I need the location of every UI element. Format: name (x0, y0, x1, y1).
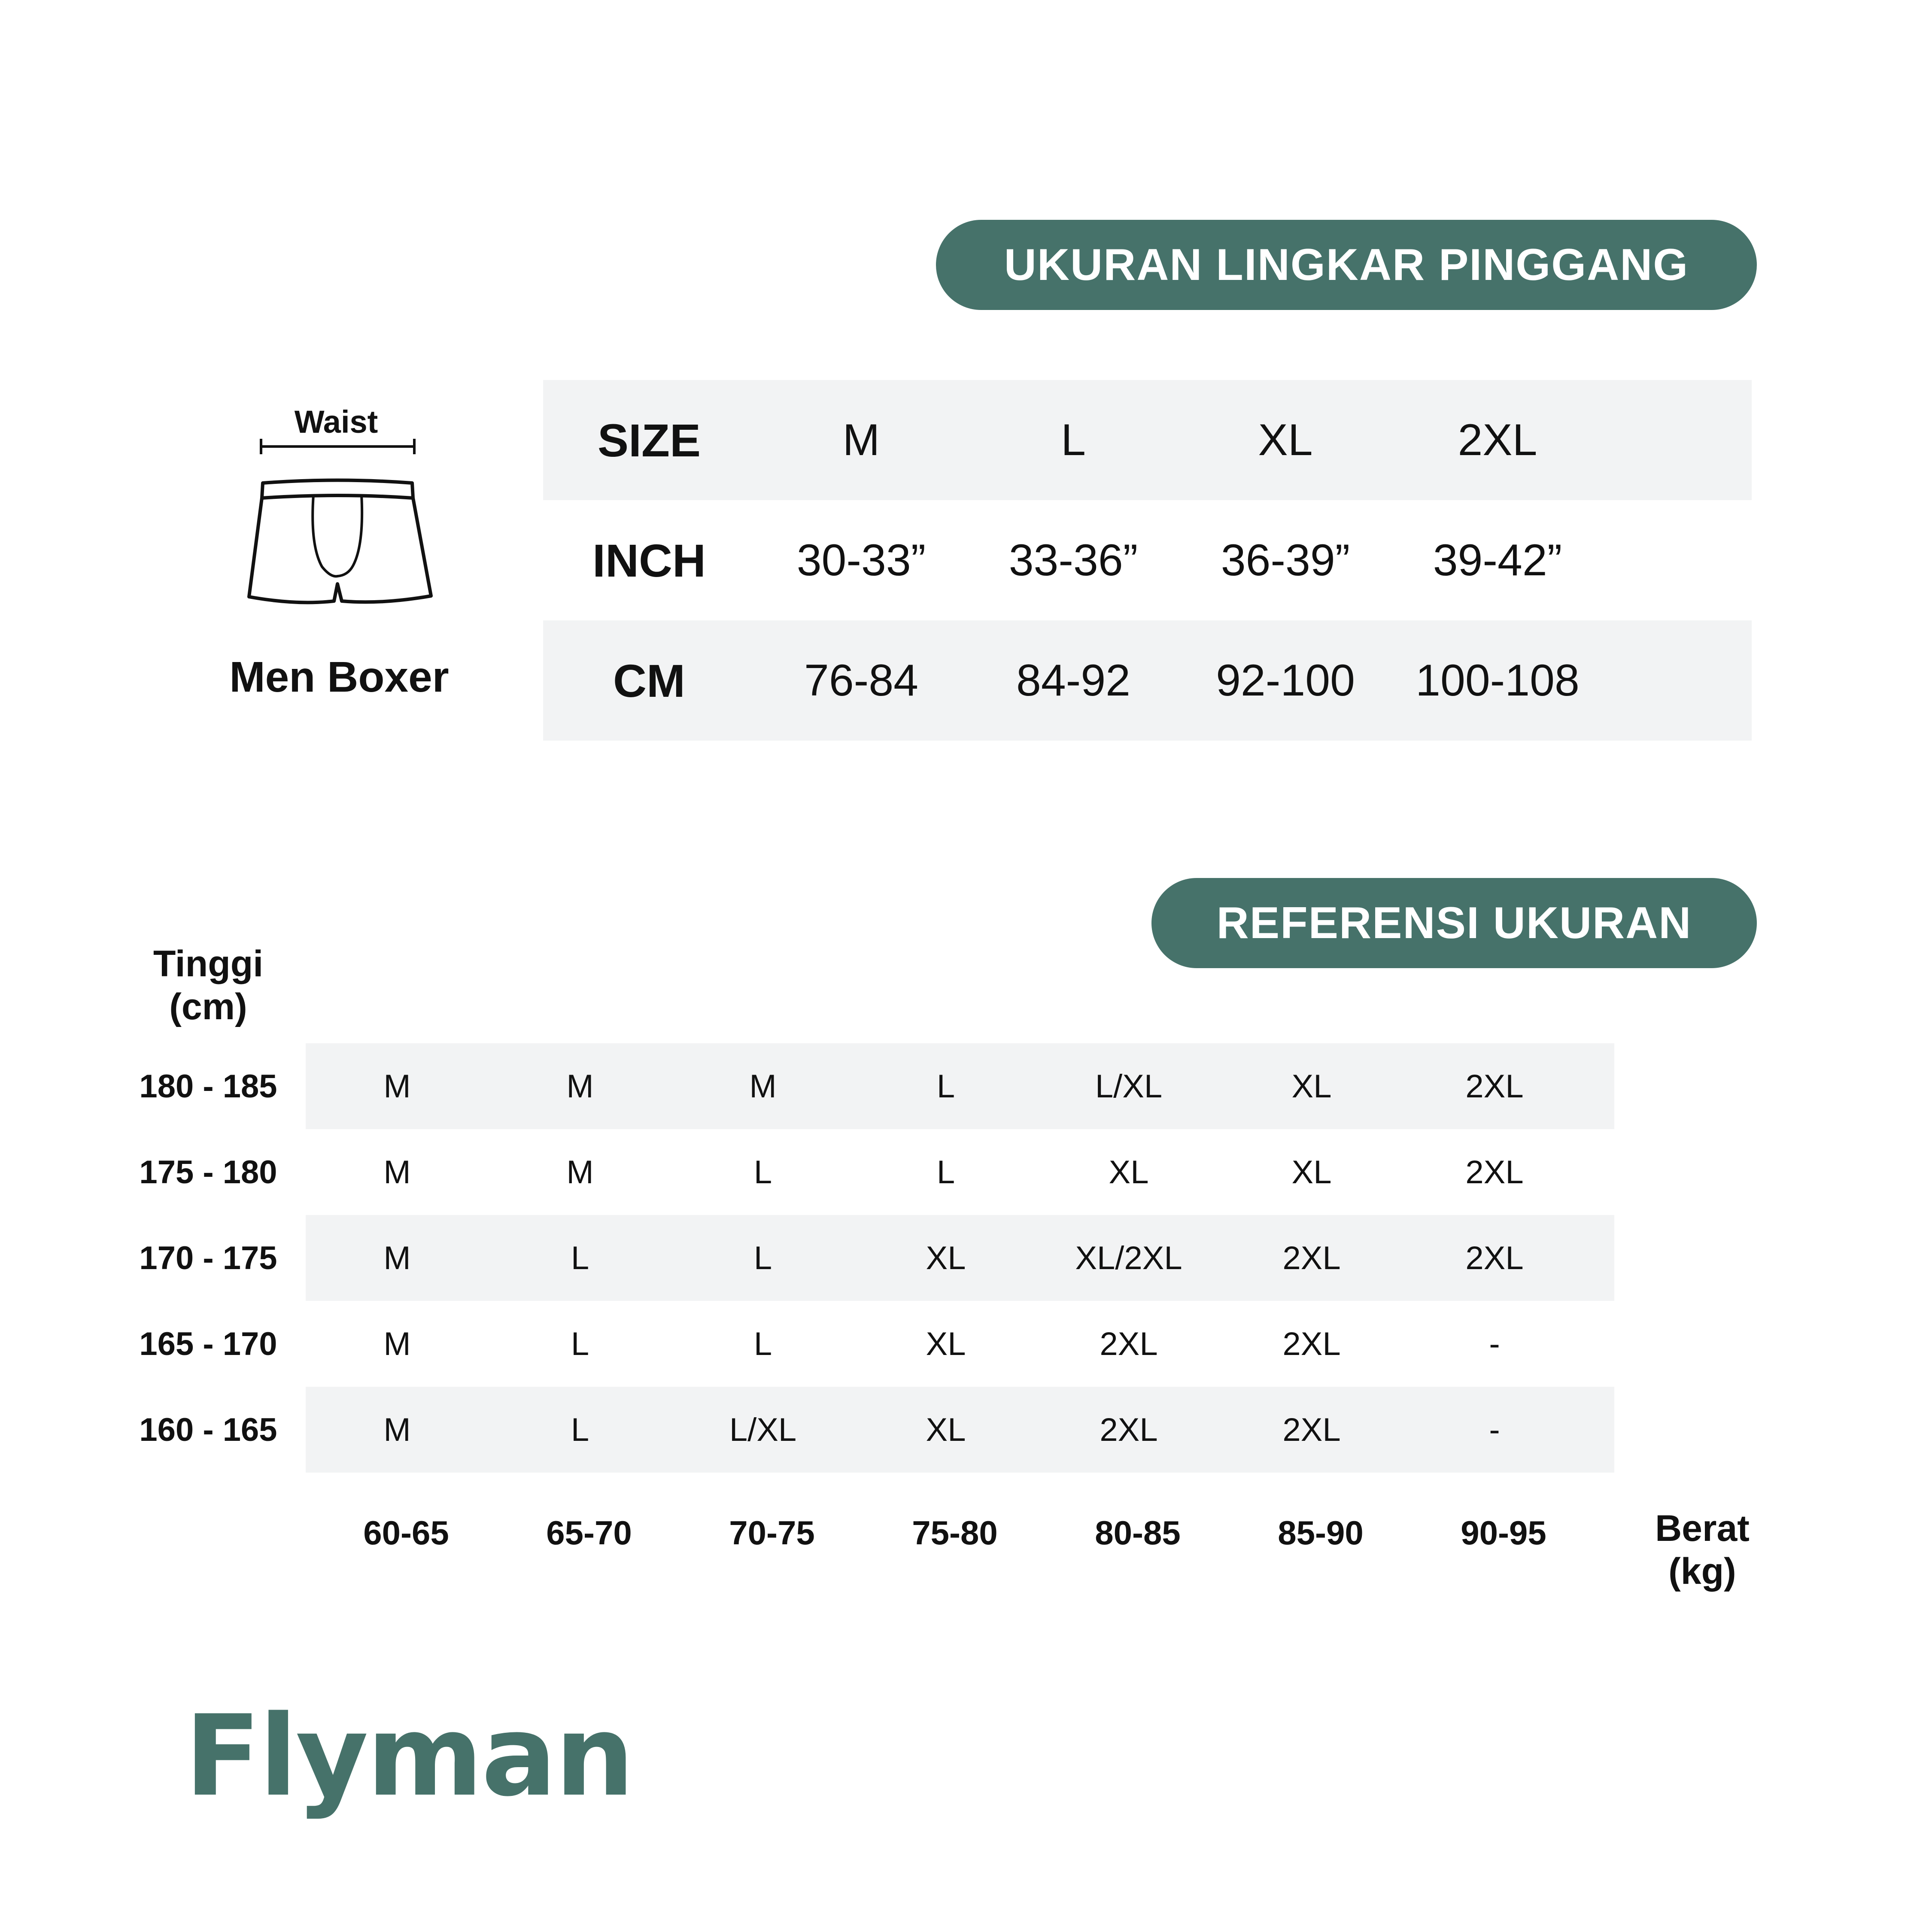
waist-table-row-inch (543, 500, 1752, 620)
size-cell: 2XL (1282, 1325, 1341, 1362)
waist-size-title: UKURAN LINGKAR PINGGANG (936, 220, 1757, 310)
size-cell: M (383, 1325, 411, 1362)
table-cell: 33-36” (1009, 535, 1138, 585)
size-cell: L (753, 1154, 772, 1191)
size-cell: XL (1291, 1068, 1332, 1105)
size-cell: L (571, 1325, 589, 1362)
table-cell: 76-84 (804, 655, 918, 705)
table-cell: 36-39” (1221, 535, 1350, 585)
size-cell: L (753, 1239, 772, 1276)
size-cell: 2XL (1282, 1239, 1341, 1276)
size-cell: L (571, 1239, 589, 1276)
waist-label: Waist (294, 404, 378, 440)
reference-title: REFERENSI UKURAN (1151, 878, 1757, 968)
height-label-line1: Tinggi (153, 943, 264, 984)
size-cell: M (749, 1068, 777, 1105)
size-cell: M (566, 1068, 594, 1105)
table-cell: XL (1258, 415, 1313, 465)
waist-table-row-size (543, 380, 1752, 500)
brand-logo: Flyman (185, 1692, 633, 1821)
boxer-outline-icon (240, 404, 438, 610)
table-row (306, 1387, 1614, 1473)
size-cell: 2XL (1282, 1411, 1341, 1448)
height-label-line2: (cm) (169, 986, 247, 1027)
weight-label-line1: Berat (1655, 1508, 1750, 1549)
size-cell: - (1489, 1411, 1500, 1448)
weight-range: 80-85 (1095, 1513, 1181, 1552)
table-cell: 84-92 (1016, 655, 1130, 705)
size-cell: M (566, 1154, 594, 1191)
row-label: SIZE (597, 414, 701, 466)
size-cell: XL (1109, 1154, 1149, 1191)
size-cell: XL (926, 1239, 966, 1276)
size-cell: - (1489, 1325, 1500, 1362)
weight-axis-label (1631, 1507, 1773, 1593)
size-cell: L (936, 1154, 955, 1191)
size-cell: XL/2XL (1075, 1239, 1182, 1276)
table-row (306, 1129, 1614, 1215)
size-cell: XL (926, 1411, 966, 1448)
size-cell: 2XL (1465, 1068, 1524, 1105)
weight-range: 70-75 (729, 1513, 815, 1552)
size-cell: XL (1291, 1154, 1332, 1191)
height-range: 170 - 175 (139, 1239, 277, 1276)
row-label: INCH (592, 534, 706, 586)
size-cell: 2XL (1100, 1411, 1158, 1448)
table-cell: 100-108 (1416, 655, 1580, 705)
size-cell: M (383, 1239, 411, 1276)
size-cell: M (383, 1154, 411, 1191)
size-cell: L (571, 1411, 589, 1448)
weight-range: 85-90 (1278, 1513, 1364, 1552)
weight-label-line2: (kg) (1668, 1551, 1736, 1592)
height-range: 175 - 180 (139, 1154, 277, 1191)
figure-caption: Men Boxer (229, 653, 449, 701)
weight-range: 90-95 (1461, 1513, 1546, 1552)
waist-table-row-cm (543, 620, 1752, 741)
table-row (306, 1301, 1614, 1387)
weight-range: 75-80 (912, 1513, 998, 1552)
size-cell: L/XL (729, 1411, 797, 1448)
size-cell: XL (926, 1325, 966, 1362)
table-cell: 39-42” (1433, 535, 1562, 585)
size-cell: L (936, 1068, 955, 1105)
size-cell: M (383, 1068, 411, 1105)
weight-range: 60-65 (363, 1513, 449, 1552)
table-cell: L (1061, 415, 1086, 465)
height-range: 165 - 170 (139, 1325, 277, 1362)
height-axis-label (129, 942, 288, 1028)
table-cell: 2XL (1458, 415, 1537, 465)
height-range: 180 - 185 (139, 1068, 277, 1105)
row-label: CM (613, 654, 685, 707)
height-range: 160 - 165 (139, 1411, 277, 1448)
size-cell: L/XL (1095, 1068, 1163, 1105)
table-cell: 92-100 (1216, 655, 1355, 705)
table-row (306, 1215, 1614, 1301)
size-cell: 2XL (1100, 1325, 1158, 1362)
table-cell: M (842, 415, 880, 465)
weight-range: 65-70 (546, 1513, 632, 1552)
table-row (306, 1043, 1614, 1129)
size-cell: L (753, 1325, 772, 1362)
table-cell: 30-33” (796, 535, 926, 585)
size-cell: 2XL (1465, 1154, 1524, 1191)
size-cell: M (383, 1411, 411, 1448)
size-cell: 2XL (1465, 1239, 1524, 1276)
